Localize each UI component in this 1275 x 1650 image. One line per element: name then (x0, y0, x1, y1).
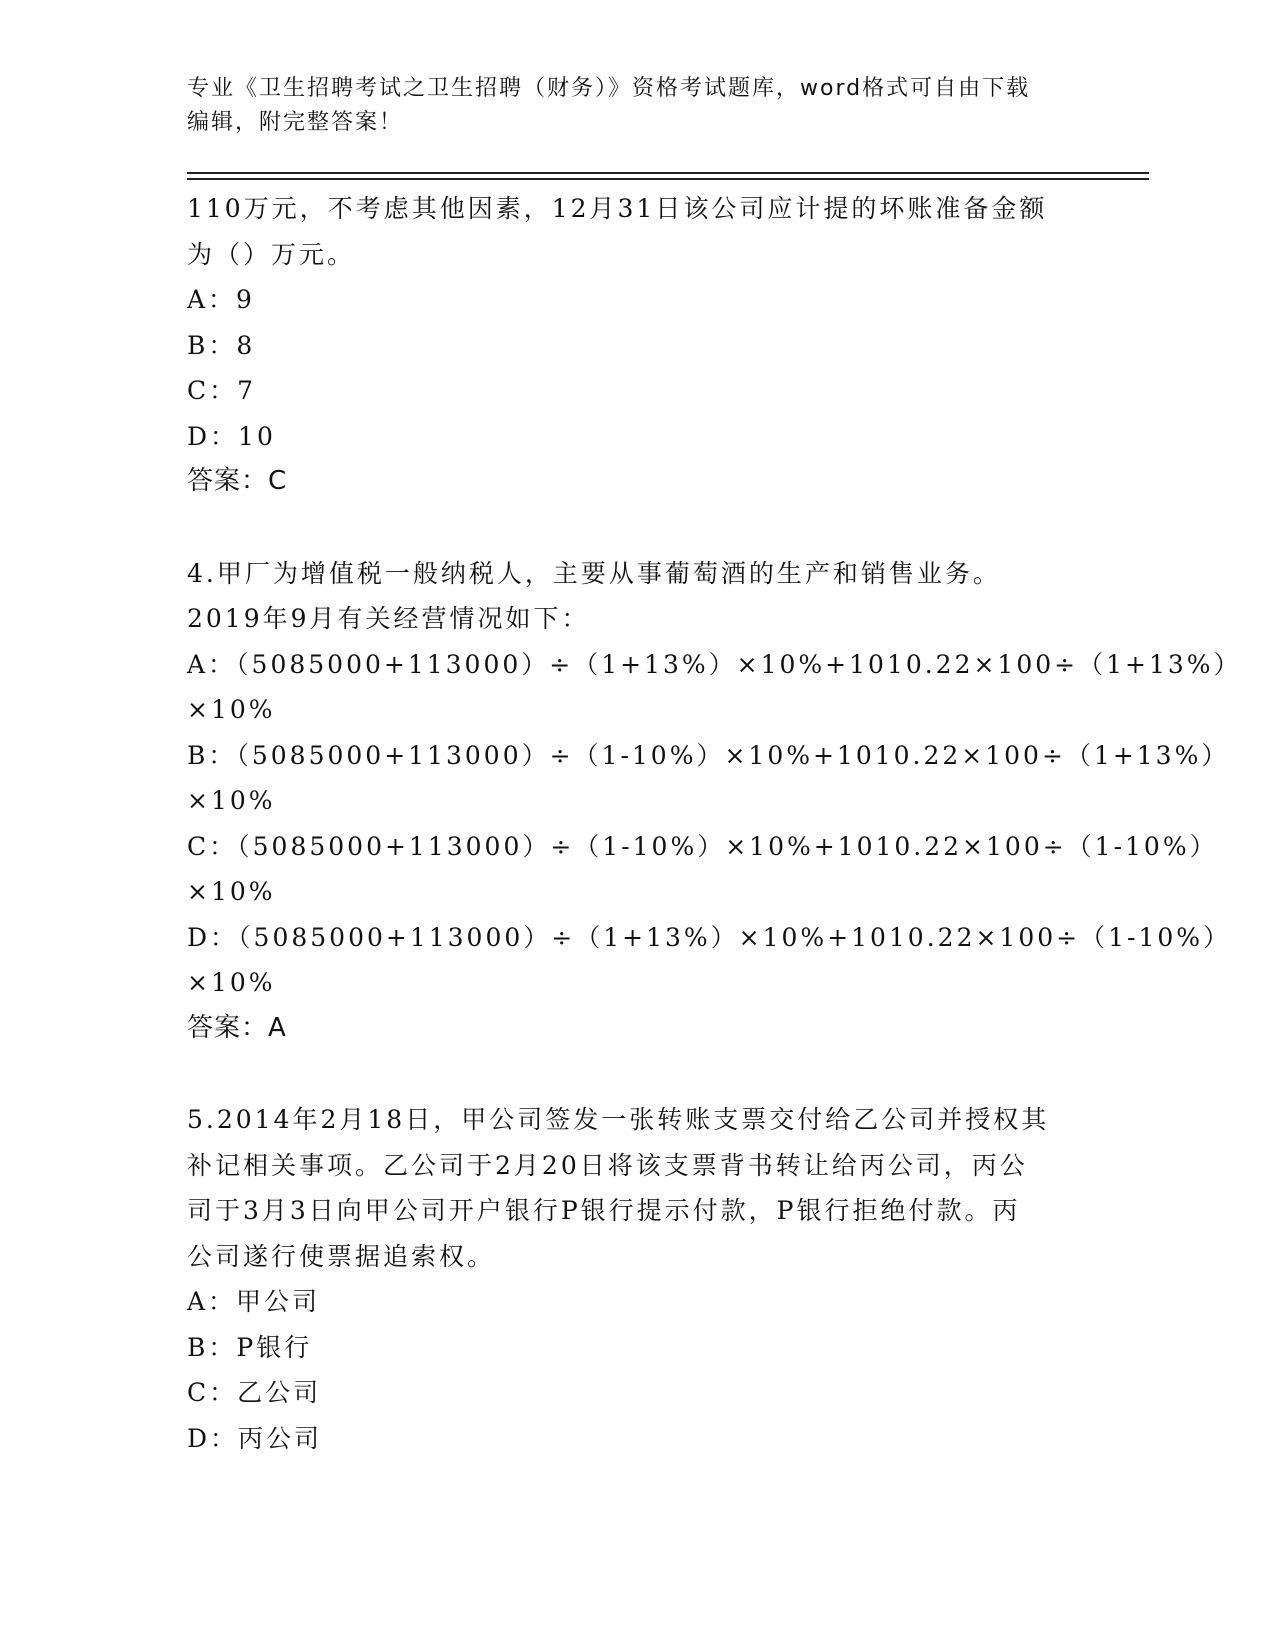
header-divider-top (187, 172, 1149, 174)
option-d: D：丙公司 (187, 1423, 323, 1453)
option-a: A：9 (187, 285, 255, 314)
option-a-continuation: ×10% (187, 695, 276, 724)
option-c: C：乙公司 (187, 1378, 322, 1407)
option-a: A：甲公司 (187, 1287, 321, 1316)
question-text: 110万元，不考虑其他因素，12月31日该公司应计提的坏账准备金额 (187, 194, 1048, 223)
question-text: 4.甲厂为增值税一般纳税人，主要从事葡萄酒的生产和销售业务。 (187, 558, 1001, 588)
answer-label: 答案：A (187, 1012, 287, 1043)
question-3 (187, 186, 1087, 505)
option-d: D：（5085000+113000）÷（1+13%）×10%+1010.22×100÷（1-10%） (187, 922, 1232, 952)
option-c: C：（5085000+113000）÷（1-10%）×10%+1010.22×100÷（1-10%） (187, 831, 1218, 861)
option-d-continuation: ×10% (187, 968, 276, 997)
question-text: 5.2014年2月18日，甲公司签发一张转账支票交付给乙公司并授权其 (187, 1105, 1050, 1134)
question-4 (187, 551, 1242, 1052)
question-text: 为（）万元。 (187, 239, 356, 269)
spacer (187, 1051, 1087, 1097)
header-divider-bottom (187, 178, 1149, 180)
option-b: B：（5085000+113000）÷（1-10%）×10%+1010.22×100÷（1+13%） (187, 740, 1230, 770)
question-5 (187, 1097, 1087, 1461)
option-b: B：P银行 (187, 1332, 313, 1362)
option-b: B：8 (187, 330, 256, 360)
question-text: 司于3月3日向甲公司开户银行P银行提示付款，P银行拒绝付款。丙 (187, 1196, 1021, 1225)
spacer (187, 505, 1087, 551)
header-line-1: 专业《卫生招聘考试之卫生招聘（财务）》资格考试题库，word格式可自由下载 (187, 76, 1031, 101)
option-b-continuation: ×10% (187, 786, 276, 815)
document-body (187, 186, 1242, 1461)
option-a: A：（5085000+113000）÷（1+13%）×10%+1010.22×100÷（1+13%） (187, 649, 1242, 679)
question-text: 2019年9月有关经营情况如下： (187, 604, 590, 633)
option-c: C：7 (187, 376, 257, 405)
question-text: 公司遂行使票据追索权。 (187, 1241, 496, 1271)
question-text: 补记相关事项。乙公司于2月20日将该支票背书转让给丙公司，丙公 (187, 1150, 1028, 1180)
answer-label: 答案：C (187, 466, 288, 496)
header-line-2: 编辑，附完整答案！ (187, 110, 404, 135)
option-d: D：10 (187, 421, 276, 451)
document-header (187, 72, 1067, 140)
option-c-continuation: ×10% (187, 877, 276, 906)
